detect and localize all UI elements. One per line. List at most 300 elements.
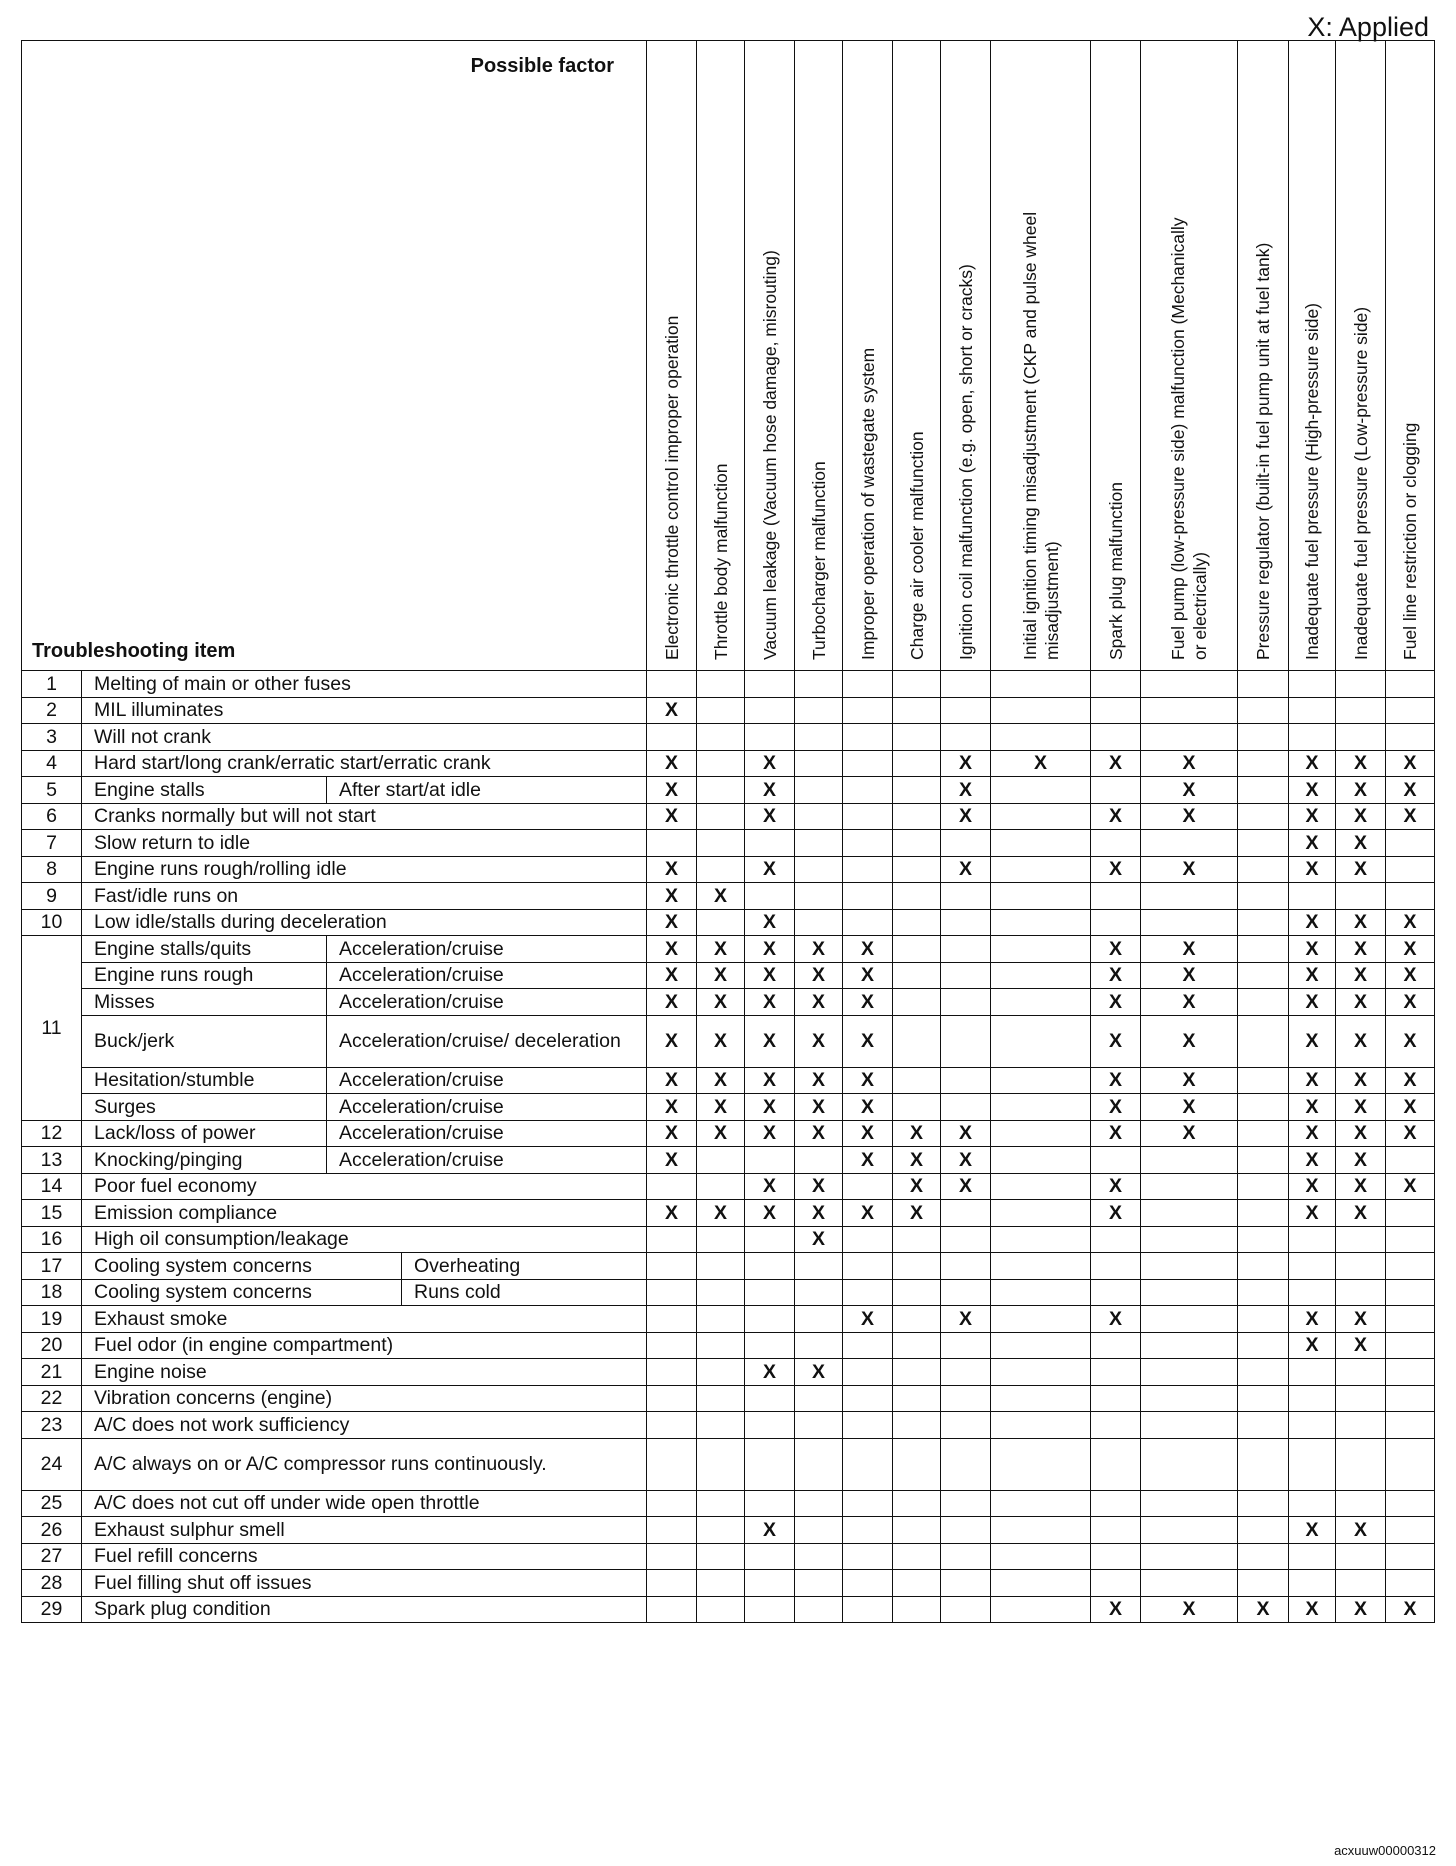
factor-cell: [1386, 1385, 1435, 1412]
factor-cell: [991, 777, 1091, 804]
applied-mark: X: [860, 1148, 874, 1171]
table-row: [22, 1306, 1435, 1333]
factor-label-line: misadjustment): [1041, 541, 1062, 660]
factor-label-line: Improper operation of wastegate system: [857, 347, 878, 660]
factor-cell: [1336, 1490, 1386, 1517]
factor-cell: [941, 1596, 991, 1623]
factor-cell: [843, 1596, 893, 1623]
factor-cell: [843, 1094, 893, 1121]
factor-cell: [795, 1332, 843, 1359]
factor-cell: [745, 909, 795, 936]
factor-cell: [843, 777, 893, 804]
applied-mark: X: [811, 937, 825, 960]
factor-cell: [1091, 1173, 1141, 1200]
factor-cell: [1091, 830, 1141, 857]
applied-mark: X: [1353, 990, 1367, 1013]
factor-cell: [697, 962, 745, 989]
factor-cell: [1238, 1226, 1289, 1253]
factor-cell: [991, 1094, 1091, 1121]
factor-cell: [991, 1596, 1091, 1623]
applied-mark: X: [860, 1201, 874, 1224]
factor-cell: [1238, 1015, 1289, 1067]
factor-cell: [1336, 830, 1386, 857]
factor-cell: [941, 883, 991, 910]
factor-cell: [745, 1412, 795, 1439]
applied-mark: X: [958, 858, 972, 881]
factor-cell: [843, 1438, 893, 1490]
item-condition: After start/at idle: [327, 777, 647, 804]
factor-cell: [745, 1490, 795, 1517]
factor-cell: [795, 856, 843, 883]
factor-cell: [1386, 883, 1435, 910]
factor-cell: [1238, 1359, 1289, 1386]
factor-cell: [1141, 1412, 1238, 1439]
factor-cell: [1289, 936, 1336, 963]
factor-cell: [647, 1570, 697, 1597]
applied-mark: X: [1305, 1201, 1319, 1224]
factor-cell: [1091, 936, 1141, 963]
factor-cell: [1336, 1253, 1386, 1280]
factor-cell: [745, 1306, 795, 1333]
applied-mark: X: [1403, 1122, 1417, 1145]
factor-cell: [1289, 671, 1336, 698]
factor-cell: [893, 1517, 941, 1544]
applied-mark: X: [1108, 1030, 1122, 1052]
factor-cell: [795, 724, 843, 751]
factor-cell: [893, 1279, 941, 1306]
applied-mark: X: [1108, 990, 1122, 1013]
factor-cell: [1238, 1517, 1289, 1544]
troubleshooting-item-heading: Troubleshooting item: [32, 640, 236, 662]
factor-cell: [893, 989, 941, 1016]
item-condition: Acceleration/cruise/ deceleration: [327, 1015, 647, 1067]
factor-header-7: [941, 41, 991, 671]
troubleshooting-item: High oil consumption/leakage: [82, 1226, 647, 1253]
factor-cell: [941, 1306, 991, 1333]
factor-cell: [795, 1543, 843, 1570]
factor-cell: [1386, 830, 1435, 857]
factor-cell: [795, 777, 843, 804]
factor-cell: [893, 1173, 941, 1200]
factor-cell: [1141, 1200, 1238, 1227]
troubleshooting-matrix: [21, 40, 1435, 1623]
factor-cell: [647, 1332, 697, 1359]
applied-mark: X: [811, 1095, 825, 1118]
factor-label-line: Fuel line restriction or clogging: [1400, 422, 1420, 660]
table-row: [22, 936, 1435, 963]
factor-cell: [1336, 909, 1386, 936]
table-row: [22, 1596, 1435, 1623]
applied-mark: X: [1182, 752, 1196, 775]
factor-cell: [941, 1173, 991, 1200]
applied-mark: X: [1182, 1598, 1196, 1621]
factor-cell: [843, 724, 893, 751]
factor-label: [1252, 243, 1274, 660]
factor-cell: [1336, 1332, 1386, 1359]
factor-cell: [843, 1385, 893, 1412]
applied-mark: X: [811, 1069, 825, 1092]
factor-cell: [1386, 1596, 1435, 1623]
factor-cell: [991, 1173, 1091, 1200]
factor-cell: [1289, 1253, 1336, 1280]
table-row: [22, 1385, 1435, 1412]
factor-cell: [941, 1147, 991, 1174]
row-number: 13: [22, 1147, 82, 1174]
factor-cell: [1386, 1412, 1435, 1439]
table-row: [22, 909, 1435, 936]
factor-cell: [1238, 936, 1289, 963]
factor-cell: [697, 936, 745, 963]
factor-cell: [1141, 1570, 1238, 1597]
factor-cell: [1091, 1120, 1141, 1147]
table-row: [22, 750, 1435, 777]
applied-mark: X: [958, 1148, 972, 1171]
troubleshooting-item: Lack/loss of power: [82, 1120, 327, 1147]
factor-cell: [991, 1438, 1091, 1490]
factor-cell: [795, 803, 843, 830]
applied-mark: X: [762, 805, 776, 828]
table-row: [22, 883, 1435, 910]
row-number: 17: [22, 1253, 82, 1280]
factor-label-line: or electrically): [1190, 552, 1210, 660]
factor-cell: [647, 750, 697, 777]
factor-cell: [941, 1570, 991, 1597]
table-row: [22, 1438, 1435, 1490]
applied-mark: X: [762, 937, 776, 960]
factor-cell: [1386, 1490, 1435, 1517]
factor-cell: [647, 1517, 697, 1544]
applied-mark: X: [1108, 1069, 1122, 1092]
factor-cell: [795, 671, 843, 698]
factor-cell: [1289, 1173, 1336, 1200]
applied-mark: X: [909, 1148, 923, 1171]
table-row: [22, 830, 1435, 857]
applied-mark: X: [1182, 1095, 1196, 1118]
header-row: [22, 41, 1435, 671]
item-condition: Acceleration/cruise: [327, 1067, 647, 1094]
factor-cell: [1289, 1570, 1336, 1597]
troubleshooting-item: Buck/jerk: [82, 1015, 327, 1067]
applied-mark: X: [762, 858, 776, 881]
applied-mark: X: [1353, 831, 1367, 854]
factor-cell: [745, 936, 795, 963]
factor-cell: [1289, 1385, 1336, 1412]
factor-cell: [991, 1359, 1091, 1386]
applied-mark: X: [664, 964, 678, 987]
row-number: 12: [22, 1120, 82, 1147]
applied-mark: X: [1403, 937, 1417, 960]
factor-cell: [1091, 1596, 1141, 1623]
factor-label: [1301, 303, 1323, 660]
factor-cell: [697, 1385, 745, 1412]
factor-cell: [1091, 671, 1141, 698]
factor-cell: [647, 909, 697, 936]
row-number: 24: [22, 1438, 82, 1490]
applied-mark: X: [1305, 805, 1319, 828]
factor-cell: [795, 1226, 843, 1253]
factor-cell: [843, 856, 893, 883]
factor-cell: [1386, 962, 1435, 989]
table-row: [22, 1173, 1435, 1200]
factor-cell: [1289, 1226, 1336, 1253]
factor-cell: [1141, 1306, 1238, 1333]
applied-mark: X: [811, 1228, 825, 1251]
factor-cell: [647, 1120, 697, 1147]
table-row: [22, 1517, 1435, 1544]
factor-cell: [1386, 1173, 1435, 1200]
factor-header-11: [1238, 41, 1289, 671]
factor-cell: [1289, 909, 1336, 936]
factor-cell: [795, 1306, 843, 1333]
factor-cell: [697, 1147, 745, 1174]
factor-cell: [1091, 1094, 1141, 1121]
factor-cell: [745, 1517, 795, 1544]
applied-mark: X: [958, 1122, 972, 1145]
factor-cell: [1386, 1332, 1435, 1359]
factor-cell: [795, 1147, 843, 1174]
factor-cell: [1386, 936, 1435, 963]
factor-cell: [1091, 724, 1141, 751]
factor-label: [955, 264, 977, 660]
factor-cell: [1141, 803, 1238, 830]
table-row: [22, 1412, 1435, 1439]
factor-cell: [843, 1517, 893, 1544]
table-row: [22, 989, 1435, 1016]
factor-cell: [795, 989, 843, 1016]
factor-cell: [1238, 1438, 1289, 1490]
factor-cell: [697, 856, 745, 883]
factor-cell: [1091, 1385, 1141, 1412]
factor-cell: [893, 1120, 941, 1147]
factor-cell: [843, 1067, 893, 1094]
troubleshooting-item: Fuel odor (in engine compartment): [82, 1332, 647, 1359]
applied-mark: X: [811, 964, 825, 987]
factor-cell: [1238, 1332, 1289, 1359]
troubleshooting-item: Surges: [82, 1094, 327, 1121]
applied-mark: X: [664, 937, 678, 960]
factor-label: [1019, 212, 1063, 660]
applied-mark: X: [811, 990, 825, 1013]
factor-cell: [647, 1359, 697, 1386]
row-number: 25: [22, 1490, 82, 1517]
factor-cell: [1336, 1570, 1386, 1597]
factor-cell: [1289, 697, 1336, 724]
applied-mark: X: [811, 1175, 825, 1198]
factor-cell: [1141, 1517, 1238, 1544]
factor-cell: [697, 671, 745, 698]
factor-cell: [1289, 724, 1336, 751]
factor-cell: [1141, 830, 1238, 857]
factor-cell: [1336, 883, 1386, 910]
factor-cell: [1091, 1412, 1141, 1439]
factor-cell: [1289, 1279, 1336, 1306]
table-row: [22, 1359, 1435, 1386]
factor-cell: [697, 1332, 745, 1359]
factor-cell: [745, 1226, 795, 1253]
factor-cell: [1238, 1094, 1289, 1121]
factor-cell: [647, 671, 697, 698]
applied-mark: X: [1305, 1175, 1319, 1198]
factor-cell: [893, 1438, 941, 1490]
factor-cell: [1141, 1226, 1238, 1253]
table-row: [22, 777, 1435, 804]
factor-cell: [647, 1147, 697, 1174]
applied-mark: X: [1353, 858, 1367, 881]
factor-cell: [1289, 1147, 1336, 1174]
factor-cell: [941, 909, 991, 936]
factor-cell: [941, 1359, 991, 1386]
troubleshooting-item: Fast/idle runs on: [82, 883, 647, 910]
factor-cell: [745, 1015, 795, 1067]
applied-mark: X: [860, 1307, 874, 1330]
applied-mark: X: [1305, 778, 1319, 801]
applied-mark: X: [1403, 1175, 1417, 1198]
applied-mark: X: [664, 1148, 678, 1171]
factor-cell: [1336, 1412, 1386, 1439]
factor-cell: [941, 1200, 991, 1227]
factor-cell: [1238, 962, 1289, 989]
applied-mark: X: [762, 778, 776, 801]
row-number: 20: [22, 1332, 82, 1359]
applied-mark: X: [860, 1095, 874, 1118]
troubleshooting-item: Engine runs rough/rolling idle: [82, 856, 647, 883]
factor-cell: [1141, 883, 1238, 910]
factor-cell: [941, 1385, 991, 1412]
applied-mark: X: [664, 990, 678, 1013]
troubleshooting-item: MIL illuminates: [82, 697, 647, 724]
factor-cell: [745, 962, 795, 989]
factor-cell: [843, 830, 893, 857]
applied-mark: X: [1403, 964, 1417, 987]
troubleshooting-item: Hesitation/stumble: [82, 1067, 327, 1094]
factor-cell: [697, 1253, 745, 1280]
applied-mark: X: [860, 1069, 874, 1092]
row-number: 11: [22, 936, 82, 1121]
factor-cell: [1289, 1094, 1336, 1121]
factor-cell: [697, 803, 745, 830]
factor-cell: [795, 1173, 843, 1200]
factor-cell: [843, 1279, 893, 1306]
factor-cell: [941, 1279, 991, 1306]
factor-cell: [697, 989, 745, 1016]
applied-mark: X: [762, 1030, 776, 1052]
factor-cell: [647, 777, 697, 804]
factor-cell: [1386, 1015, 1435, 1067]
row-number: 6: [22, 803, 82, 830]
factor-cell: [1336, 1306, 1386, 1333]
factor-cell: [1091, 1067, 1141, 1094]
factor-cell: [1091, 1306, 1141, 1333]
factor-label: [1167, 217, 1211, 660]
applied-mark: X: [958, 1307, 972, 1330]
factor-cell: [1386, 909, 1435, 936]
applied-mark: X: [762, 1360, 776, 1383]
factor-cell: [697, 1412, 745, 1439]
factor-cell: [647, 1173, 697, 1200]
factor-label-line: Pressure regulator (built-in fuel pump unit at fuel tank): [1253, 242, 1273, 660]
factor-label-line: Inadequate fuel pressure (High-pressure side): [1302, 303, 1322, 660]
table-row: [22, 1226, 1435, 1253]
factor-cell: [893, 1359, 941, 1386]
factor-cell: [795, 1253, 843, 1280]
factor-cell: [893, 1200, 941, 1227]
factor-cell: [991, 1385, 1091, 1412]
factor-cell: [843, 1306, 893, 1333]
factor-cell: [1141, 777, 1238, 804]
troubleshooting-item: Poor fuel economy: [82, 1173, 647, 1200]
table-row: [22, 1279, 1435, 1306]
troubleshooting-item: Spark plug condition: [82, 1596, 647, 1623]
row-number: 8: [22, 856, 82, 883]
troubleshooting-item: Slow return to idle: [82, 830, 647, 857]
applied-mark: X: [713, 1095, 727, 1118]
factor-cell: [795, 1438, 843, 1490]
factor-cell: [941, 1120, 991, 1147]
applied-mark: X: [1403, 778, 1417, 801]
factor-label: [759, 250, 781, 660]
factor-cell: [941, 1412, 991, 1439]
applied-mark: X: [664, 1030, 678, 1052]
troubleshooting-item: Misses: [82, 989, 327, 1016]
factor-cell: [1141, 856, 1238, 883]
factor-cell: [843, 1359, 893, 1386]
applied-mark: X: [762, 1175, 776, 1198]
factor-cell: [843, 1490, 893, 1517]
factor-cell: [647, 1385, 697, 1412]
factor-cell: [647, 1490, 697, 1517]
row-number: 18: [22, 1279, 82, 1306]
applied-mark: X: [1182, 1030, 1196, 1052]
factor-cell: [843, 989, 893, 1016]
factor-cell: [1336, 1438, 1386, 1490]
applied-mark: X: [713, 990, 727, 1013]
factor-cell: [893, 1147, 941, 1174]
factor-header-2: [697, 41, 745, 671]
factor-cell: [1289, 856, 1336, 883]
factor-header-13: [1336, 41, 1386, 671]
row-number: 15: [22, 1200, 82, 1227]
factor-cell: [697, 697, 745, 724]
row-number: 22: [22, 1385, 82, 1412]
applied-mark: X: [860, 937, 874, 960]
applied-mark: X: [664, 858, 678, 881]
factor-cell: [1336, 989, 1386, 1016]
applied-mark: X: [958, 778, 972, 801]
troubleshooting-item: Fuel filling shut off issues: [82, 1570, 647, 1597]
factor-cell: [745, 1570, 795, 1597]
factor-cell: [843, 1120, 893, 1147]
factor-cell: [991, 750, 1091, 777]
item-condition: Acceleration/cruise: [327, 962, 647, 989]
figure-code: acxuuw00000312: [1334, 1843, 1436, 1858]
applied-mark: X: [1033, 752, 1047, 775]
factor-cell: [1238, 856, 1289, 883]
factor-cell: [1336, 1173, 1386, 1200]
applied-mark: X: [1353, 1307, 1367, 1330]
factor-cell: [795, 1015, 843, 1067]
factor-cell: [1386, 1200, 1435, 1227]
factor-cell: [697, 1596, 745, 1623]
factor-cell: [1386, 1094, 1435, 1121]
factor-cell: [1091, 750, 1141, 777]
factor-cell: [843, 697, 893, 724]
factor-cell: [745, 803, 795, 830]
applied-mark: X: [664, 1069, 678, 1092]
applied-mark: X: [1353, 778, 1367, 801]
factor-cell: [647, 1094, 697, 1121]
factor-cell: [697, 883, 745, 910]
applied-mark: X: [1108, 1201, 1122, 1224]
